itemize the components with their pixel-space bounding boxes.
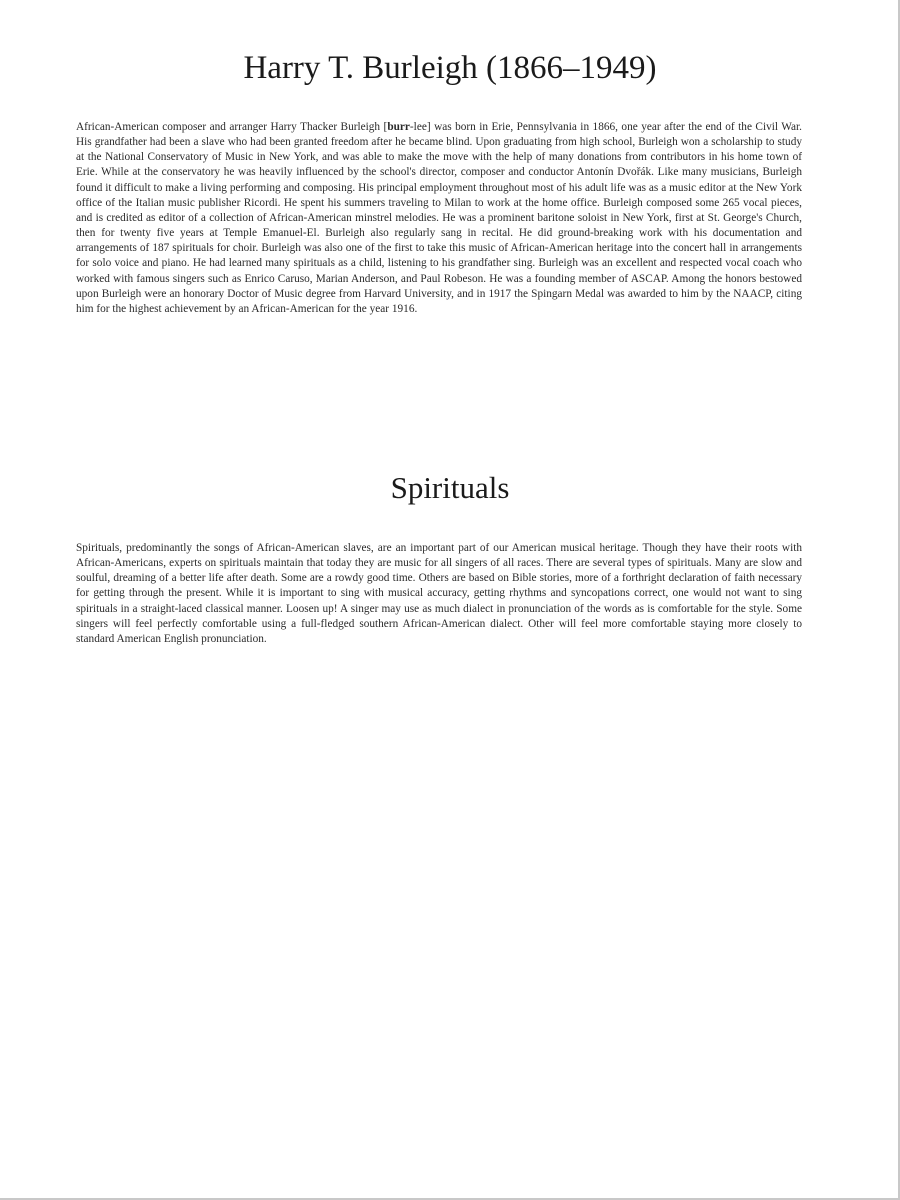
spirituals-title: Spirituals bbox=[390, 470, 510, 505]
biography-title: Harry T. Burleigh (1866–1949) bbox=[243, 50, 657, 86]
spirituals-paragraph: Spirituals, predominantly the songs of African-American slaves, are an important part of our American musical heritage. Though they have their roots with African-Americans, experts on spirituals maintain that today they are music for all singers of all races. There are several types of spirituals. Many are slow and soulful, dreaming of a better life after death. Some are a rowdy good time. Others are based on Bible stories, more of a forthright declaration of faith necessary for getting through the present. While it is important to sing with musical accuracy, getting rhythms and syncopations correct, one would not want to sing spirituals in a straight-laced classical manner. Loosen up! A singer may use as much dialect in pronunciation of the words as is comfortable for the style. Some singers will feel perfectly comfortable using a full-fledged southern African-American dialect. Other will feel more comfortable staying more closely to standard American English pronunciation. bbox=[76, 542, 802, 645]
biography-text-rest: -lee] was born in Erie, Pennsylvania in 1866, one year after the end of the Civil War. His grandfather had been a slave who had been granted freedom after he became blind. Upon graduating from high school, Burleigh won a scholarship to study at the National Conservatory of Music in New York, and was able to make the move with the help of many donations from contributors in his home town of Erie. While at the conservatory he was heavily influenced by the school's director, composer and conductor Antonín Dvořák. Like many musicians, Burleigh found it difficult to make a living performing and composing. His principal employment throughout most of his adult life was as a music editor at the New York office of the Italian music publisher Ricordi. He spent his summers traveling to Milan to work at the home office. Burleigh composed some 265 vocal pieces, and is credited as editor of a collection of African-American minstrel melodies. He was a prominent baritone soloist in New York, first at St. George's Church, then for twenty five years at Temple Emanuel-El. Burleigh also regularly sang in recital. He did ground-breaking work with his documentation and arrangements of 187 spirituals for choir. Burleigh was also one of the first to take this music of African-American heritage into the concert hall in arrangements for solo voice and piano. He had learned many spirituals as a child, listening to his grandfather sing. Burleigh was an excellent and respected vocal coach who worked with famous singers such as Enrico Caruso, Marian Anderson, and Paul Robeson. He was a founding member of ASCAP. Among the honors bestowed upon Burleigh were an honorary Doctor of Music degree from Harvard University, and in 1917 the Spingarn Medal was awarded to him by the NAACP, citing him for the highest achievement by an African-American for the year 1916. bbox=[76, 121, 803, 315]
biography-paragraph bbox=[76, 120, 802, 317]
pronunciation-emphasis: burr bbox=[387, 121, 410, 133]
biography-text-start: African-American composer and arranger Harry Thacker Burleigh [ bbox=[76, 121, 388, 133]
